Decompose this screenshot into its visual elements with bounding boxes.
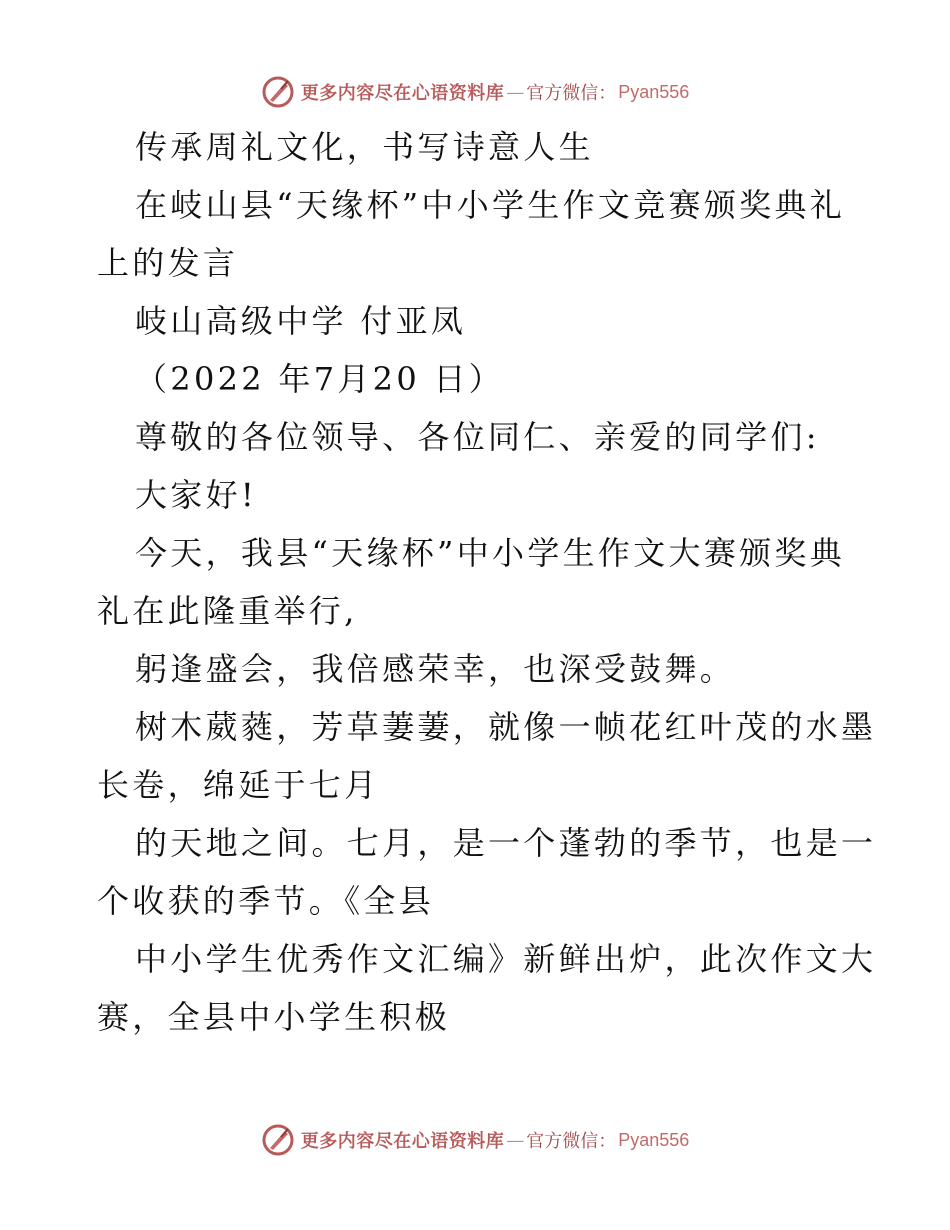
watermark-wechat-id: Pyan556 — [618, 81, 690, 102]
watermark-official-label: 官方微信： — [526, 1131, 617, 1152]
paragraph-line: 礼在此隆重举行, — [97, 592, 358, 630]
paragraph-line: 中小学生优秀作文汇编》新鲜出炉，此次作文大 — [135, 940, 877, 978]
paragraph-line: 赛，全县中小学生积极 — [97, 998, 451, 1036]
watermark-wechat-id: Pyan556 — [618, 1129, 690, 1150]
document-subtitle-cont: 上的发言 — [97, 244, 239, 282]
salutation: 尊敬的各位领导、各位同仁、亲爱的同学们: — [135, 418, 820, 456]
watermark-text: 更多内容尽在心语资料库 — [300, 83, 505, 104]
paragraph-line: 躬逢盛会，我倍感荣幸，也深受鼓舞。 — [135, 650, 736, 688]
watermark-text: 更多内容尽在心语资料库 — [300, 1131, 505, 1152]
watermark-separator: — — [506, 81, 525, 103]
paragraph-line: 个收获的季节。《全县 — [97, 882, 435, 920]
document-title: 传承周礼文化，书写诗意人生 — [135, 128, 594, 166]
date-line: （2022 年7月20 日） — [135, 360, 505, 398]
paragraph-line: 长卷，绵延于七月 — [97, 766, 380, 804]
quill-logo-icon — [261, 75, 295, 109]
document-subtitle: 在岐山县“天缘杯”中小学生作文竞赛颁奖典礼 — [135, 186, 846, 224]
footer-watermark — [0, 1120, 950, 1160]
greeting: 大家好! — [135, 476, 258, 514]
paragraph-line: 的天地之间。七月，是一个蓬勃的季节，也是一 — [135, 824, 877, 862]
paragraph-line: 树木葳蕤，芳草萋萋，就像一帧花红叶茂的水墨 — [135, 708, 877, 746]
header-watermark — [0, 72, 950, 112]
author-line: 岐山高级中学 付亚凤 — [135, 302, 467, 340]
document-body — [97, 118, 877, 1046]
watermark-separator: — — [506, 1129, 525, 1151]
quill-logo-icon — [261, 1123, 295, 1157]
paragraph-line: 今天，我县“天缘杯”中小学生作文大赛颁奖典 — [135, 534, 846, 572]
watermark-official-label: 官方微信： — [526, 83, 617, 104]
